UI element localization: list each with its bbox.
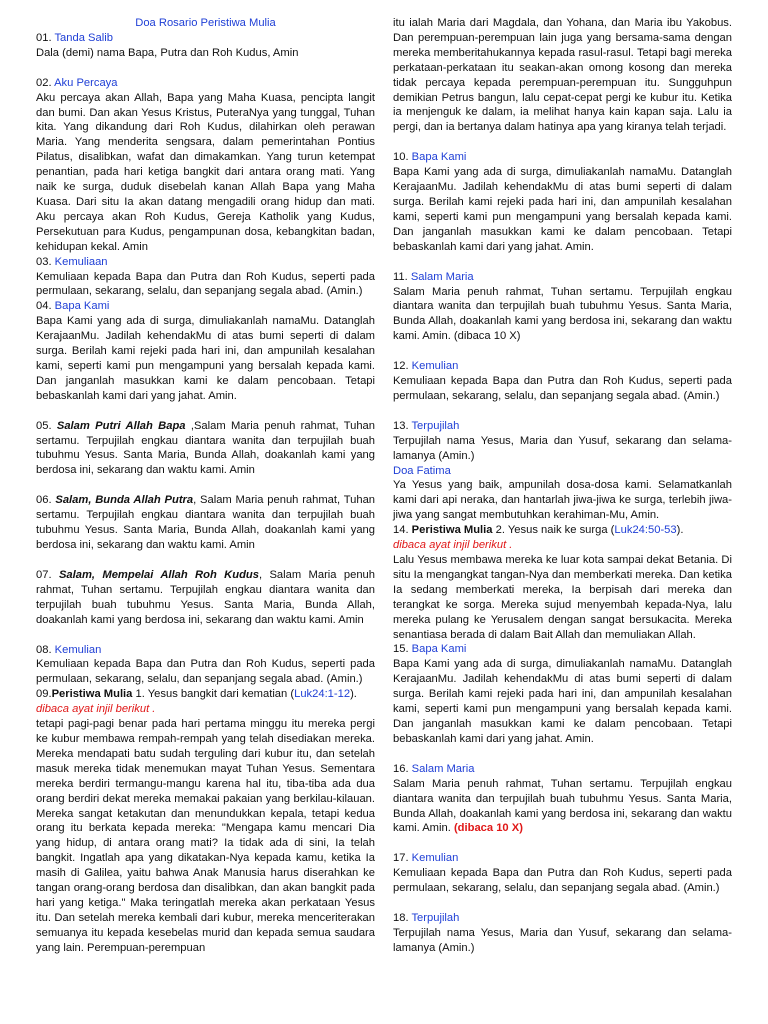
doa-fatima-heading: Doa Fatima (393, 464, 451, 477)
section-11-text: Salam Maria penuh rahmat, Tuhan sertamu. Terpujilah engkau diantara wanita dan terpujilah buah tubuhmu Yesus. Santa Maria, Bunda Allah, doakanlah kami yang berdosa ini, sekarang dan waktu kami. Amin. (dibaca 10 X) (393, 285, 732, 343)
section-04-heading: 04. Bapa Kami (36, 300, 110, 313)
section-17-label: Kemulian (411, 852, 459, 865)
section-05-label: Salam Putri Allah Bapa (56, 419, 186, 432)
section-03-text: Kemuliaan kepada Bapa dan Putra dan Roh Kudus, seperti pada permulaan, sekarang, selalu, dan sepanjang segala abad. (Amin.) (36, 270, 375, 298)
section-05: 05. Salam Putri Allah Bapa ,Salam Maria penuh rahmat, Tuhan sertamu. Terpujilah engkau diantara wanita dan terpujilah buah tubuhmu Yesus. Santa Maria, Bunda Allah, doakanlah kami yang berdosa ini, sekarang dan waktu kami. Amin (36, 419, 375, 477)
section-09-text: tetapi pagi-pagi benar pada hari pertama minggu itu mereka pergi ke kubur membawa rempah-rempah yang telah disediakan mereka. Mereka mendapati batu sudah terguling dari kubur itu, dan setelah masuk mereka tidak menemukan mayat Tuhan Yesus. Sementara mereka berdiri termangu-mangu karena hal itu, tiba-tiba ada dua orang berdiri dekat mereka memakai pakaian yang berkilau-kilauan. Mereka sangat ketakutan dan menundukkan kepala, tetapi kedua orang itu berkata kepada mereka: "Mengapa kamu mencari Dia yang hidup, di antara orang mati? Ia tidak ada di sini, Ia telah bangkit. Ingatlah apa yang dikatakan-Nya kepada kamu, ketika Ia masih di Galilea, yaitu bahwa Anak Manusia harus diserahkan ke tangan orang-orang berdosa dan disalibkan, dan akan bangkit pada hari yang ketiga." Maka teringatlah mereka akan perkataan Yesus itu. Dan setelah mereka kembali dari kubur, mereka menceriterakan semuanya itu kepada kesebelas murid dan kepada semua saudara yang lain. Perempuan-perempuan (36, 718, 375, 954)
section-13-label: Terpujilah (411, 419, 460, 432)
section-09-continuation: itu ialah Maria dari Magdala, dan Yohana, dan Maria ibu Yakobus. Dan perempuan-perempuan lain juga yang bersama-sama dengan mereka memberitahukannya kepada rasul-rasul. Tetapi bagi mereka perkataan-perkataan itu seakan-akan omong kosong dan mereka tidak percaya kepada perempuan-perempuan itu. Sungguhpun demikian Petrus bangun, lalu cepat-cepat pergi ke kubur itu. Ketika ia menjenguk ke dalam, ia melihat hanya kain kapan saja. Lalu ia pergi, dan ia bertanya dalam hatinya apa yang kiranya telah terjadi. (393, 17, 732, 134)
doa-fatima-text: Ya Yesus yang baik, ampunilah dosa-dosa kami. Selamatkanlah kami dari api neraka, dan hantarlah jiwa-jiwa ke surga, terlebih jiwa-jiwa yang sangat membutuhkan kerahiman-Mu, Amin. (393, 479, 732, 522)
section-09-heading: 09.Peristiwa Mulia 1. Yesus bangkit dari kematian (Luk24:1-12). (36, 688, 357, 701)
section-18-text: Terpujilah nama Yesus, Maria dan Yusuf, sekarang dan selama-lamanya (Amin.) (393, 926, 732, 954)
section-18-label: Terpujilah (411, 912, 460, 925)
section-07-label: Salam, Mempelai Allah Roh Kudus (58, 568, 259, 581)
section-15-heading: 15. Bapa Kami (393, 643, 467, 656)
section-04-label: Bapa Kami (54, 300, 110, 313)
section-07: 07. Salam, Mempelai Allah Roh Kudus, Salam Maria penuh rahmat, Tuhan sertamu. Terpujilah engkau diantara wanita dan terpujilah buah tubuhmu Yesus. Santa Maria, Bunda Allah, doakanlah kami yang berdosa ini, sekarang dan waktu kami. Amin (36, 568, 375, 626)
section-02-text: Aku percaya akan Allah, Bapa yang Maha Kuasa, pencipta langit dan bumi. Dan akan Yesus Kristus, PuteraNya yang tunggal, Tuhan kita. Yang dikandung dari Roh Kudus, dilahirkan oleh perawan Maria. Yang menderita sengsara, dalam pemerintahan Pontius Pilatus, disalibkan, wafat dan dimakamkan. Yang turun ketempat penantian, pada hari ketiga bangkit dari antara orang mati. Yang naik ke surga, duduk disebelah kanan Allah Bapa yang Maha Kuasa. Dari situ Ia akan datang mengadili orang hidup dan mati. Aku percaya akan Roh Kudus, Gereja Katholik yang Kudus, Persekutuan para Kudus, pengampunan dosa, kebangkitan badan, kehidupan kekal. Amin (36, 91, 375, 253)
section-14-text: Lalu Yesus membawa mereka ke luar kota sampai dekat Betania. Di situ Ia mengangkat tangan-Nya dan memberkati mereka. Dan ketika Ia sedang memberkati mereka, Ia berpisah dari mereka dan terangkat ke sorga. Mereka sujud menyembah kepada-Nya, lalu mereka pulang ke Yerusalem dengan sangat bersukacita. Mereka senantiasa berada di dalam Bait Allah dan memuliakan Allah. (393, 554, 732, 641)
section-15-text: Bapa Kami yang ada di surga, dimuliakanlah namaMu. Datanglah KerajaanMu. Jadilah kehendakMu di atas bumi seperti di dalam surga. Berilah kami rejeki pada hari ini, dan ampunilah kesalahan kami, seperti kami pun mengampuni yang bersalah kepada kami. Dan janganlah masukkan kami ke dalam pencobaan. Tetapi bebaskanlah kami dari yang jahat. Amin. (393, 658, 732, 745)
section-13-heading: 13. Terpujilah (393, 419, 460, 432)
section-14-reference: Luk24:50-53 (614, 524, 677, 537)
right-column (393, 16, 732, 956)
section-02-label: Aku Percaya (54, 76, 118, 89)
section-11-heading: 11. Salam Maria (393, 270, 474, 283)
section-10-text: Bapa Kami yang ada di surga, dimuliakanlah namaMu. Datanglah KerajaanMu. Jadilah kehendakMu di atas bumi seperti di dalam surga. Berilah kami rejeki pada hari ini, dan ampunilah kesalahan kami, seperti kami pun mengampuni yang bersalah kepada kami. Dan janganlah masukkan kami ke dalam pencobaan. Tetapi bebaskanlah kami dari yang jahat. Amin. (393, 166, 732, 253)
section-03-heading: 03. Kemuliaan (36, 255, 108, 268)
section-16-note: (dibaca 10 X) (453, 822, 523, 835)
section-12-heading: 12. Kemulian (393, 360, 459, 373)
section-08-heading: 08. Kemulian (36, 643, 102, 656)
section-02-heading: 02. Aku Percaya (36, 76, 118, 89)
section-08-text: Kemuliaan kepada Bapa dan Putra dan Roh Kudus, seperti pada permulaan, sekarang, selalu, dan sepanjang segala abad. (Amin.) (36, 658, 375, 686)
section-04-text: Bapa Kami yang ada di surga, dimuliakanlah namaMu. Datanglah KerajaanMu. Jadilah kehendakMu di atas bumi seperti di dalam surga. Berilah kami rejeki pada hari ini, dan ampunilah kesalahan kami, seperti kami pun mengampuni yang bersalah kepada kami. Dan janganlah masukkan kami ke dalam pencobaan. Tetapi bebaskanlah kami dari yang jahat. Amin. (36, 315, 375, 402)
section-14-label: Peristiwa Mulia (411, 524, 493, 537)
section-03-label: Kemuliaan (54, 255, 108, 268)
page-title: Doa Rosario Peristiwa Mulia (135, 17, 276, 29)
section-10-label: Bapa Kami (411, 151, 467, 164)
section-06: 06. Salam, Bunda Allah Putra, Salam Maria penuh rahmat, Tuhan sertamu. Terpujilah engkau diantara wanita dan terpujilah buah tubuhmu Yesus. Santa Maria, Bunda Allah, doakanlah kami yang berdosa ini, sekarang dan waktu kami. Amin (36, 494, 376, 551)
section-16-text: Salam Maria penuh rahmat, Tuhan sertamu. Terpujilah engkau diantara wanita dan terpujilah buah tubuhmu Yesus. Santa Maria, Bunda Allah, doakanlah kami yang berdosa ini, sekarang dan waktu kami. Amin. (dibaca 10 X) (393, 777, 732, 835)
section-17-heading: 17. Kemulian (393, 852, 459, 865)
section-12-label: Kemulian (411, 360, 459, 373)
section-06-label: Salam, Bunda Allah Putra (55, 494, 194, 507)
section-18-heading: 18. Terpujilah (393, 912, 460, 925)
section-08-label: Kemulian (54, 643, 102, 656)
section-11-label: Salam Maria (410, 270, 474, 283)
section-17-text: Kemuliaan kepada Bapa dan Putra dan Roh Kudus, seperti pada permulaan, sekarang, selalu, dan sepanjang segala abad. (Amin.) (393, 867, 732, 895)
section-13-text: Terpujilah nama Yesus, Maria dan Yusuf, sekarang dan selama-lamanya (Amin.) (393, 434, 732, 462)
section-14-note: dibaca ayat injil berikut . (393, 539, 513, 552)
section-10-heading: 10. Bapa Kami (393, 151, 467, 164)
section-01-text: Dala (demi) nama Bapa, Putra dan Roh Kudus, Amin (36, 46, 299, 59)
section-14-heading: 14. Peristiwa Mulia 2. Yesus naik ke surga (Luk24:50-53). (393, 524, 684, 537)
section-12-text: Kemuliaan kepada Bapa dan Putra dan Roh Kudus, seperti pada permulaan, sekarang, selalu, dan sepanjang segala abad. (Amin.) (393, 375, 732, 402)
section-01-heading: 01. Tanda Salib (36, 31, 113, 44)
left-column (36, 16, 375, 956)
section-09-reference: Luk24:1-12 (294, 688, 351, 701)
section-16-heading: 16. Salam Maria (393, 762, 475, 775)
section-15-label: Bapa Kami (411, 643, 467, 656)
section-16-label: Salam Maria (411, 762, 475, 775)
section-09-label: Peristiwa Mulia (51, 688, 133, 701)
section-09-note: dibaca ayat injil berikut . (36, 703, 156, 716)
section-01-label: Tanda Salib (54, 31, 113, 44)
